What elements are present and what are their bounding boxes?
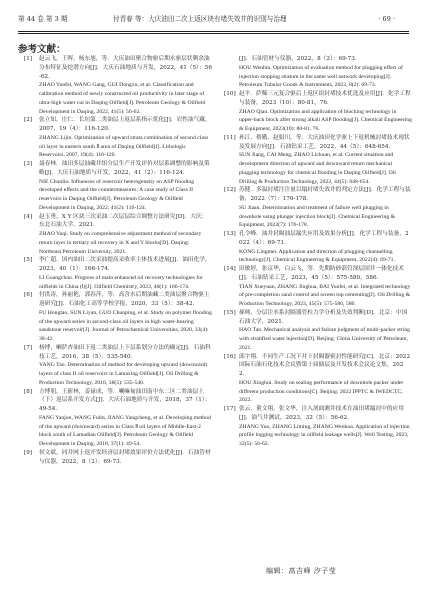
reference-english: FU Hongtao, SUN Liyan, GUO Chunping, et al. Study on polymer flooding of the upward series in second-class oil layers in high water-bearing sandstone reservoir[J]. Journal of Petrochemical Universities, 2020, 33(4): 38-42. [39, 309, 212, 342]
reference-english: ZHAO Yuqi. Study on comprehensive adjustment method of secondary return layer in tertiary oil recovery in X and Y blocks[D]. Daqing: Northeast Petroleum University, 2021. [39, 231, 202, 255]
reference-body [39, 449, 212, 467]
reference-english: NIE Chunlin. Influences of reservoir heterogeneity on ASP flooding developed effects and the countermeasures: A case study of Class II reservoirs in Daqing Oilfield[J]. Petroleum Geology & Oilfield Development in Daqing, 2022, 41(2): 116-124. [39, 178, 195, 211]
reference-entry [224, 186, 412, 230]
page-number: · 69 · [378, 15, 395, 23]
reference-number: [14] [224, 266, 236, 272]
reference-number: [3] [24, 161, 33, 167]
reference-entry [24, 116, 212, 160]
reference-entry [24, 55, 212, 116]
reference-chinese: 邱宇翔．不同生产工况下井下封隔器密封性能研究[C]．北京：2022国际石油石化技术会议暨第十届储层及开发技术会议论文集，2022． [239, 353, 411, 377]
reference-body [239, 55, 412, 90]
reference-entry [24, 213, 212, 257]
references-heading: 参考文献： [18, 44, 66, 55]
reference-entry [24, 291, 212, 344]
reference-chinese: 杨博，喇萨杏油田下返二类油层上下层系划分方法的确定[J]．石油科技工艺，2016，38（5）：535-540． [39, 344, 211, 360]
reference-chinese: 赵平．萨稀三元复合驱后上返区块封堵技术优选及应用[J]．化学工程与装备，2023（10）：80-81，76． [239, 91, 411, 106]
reference-number: [9] [24, 449, 33, 456]
reference-entry [224, 309, 412, 353]
reference-body [39, 213, 212, 257]
reference-english: FANG Yanjun, WANG Fulin, JIANG Yangcheng, et al. Developing method of the upward (downward) series in Class Ⅱ oil layers of Middle-East-2 block south of Lamadian Oilfield[J]. Petroleum Geology & Oilfield Development in Daqing, 2018, 37(1): 49-54. [39, 414, 211, 447]
reference-number: [7] [24, 344, 33, 351]
reference-body [39, 256, 212, 291]
reference-english: ZHANG Lijin. Optimization of upward strata combination of second class oil layer in eastern south Ⅱ area of Daqing Oilfield[J]. Lithologic Reservoirs, 2007, 19(4): 116-120. [39, 134, 209, 159]
issue-label: 第 44 卷 第 3 期 [18, 15, 68, 23]
reference-body [239, 230, 412, 265]
reference-entry [224, 90, 412, 134]
reference-english: HOU Xinghui. Study on sealing performance of downhole packer under different production conditions[C]. Beijing: 2022 IPPTC & IWEDCTC, 2022. [239, 379, 404, 404]
reference-body [39, 388, 212, 449]
reference-number: [17] [224, 406, 236, 412]
reference-chinese: 田敏婷，张京华，白云飞，等．先期防砂箭管深层固井一体化技术[J]．石油钻采工艺，2023，45（5）：575-580，586． [239, 266, 404, 281]
reference-number: [15] [224, 309, 236, 316]
reference-number: [12] [224, 187, 236, 194]
reference-body [239, 309, 412, 353]
reference-entry [224, 265, 412, 309]
reference-english: ZHAO Yunfei, WANG Gang, GUI Dongxu, et al. Classification and calibration method of newly constructed oil productivity in later stage of ultra-high water cut in Daqing Oilfield[J]. Petroleum Geology & Oilfield Development in Daqing, 2022, 41(5): 56-62. [39, 82, 206, 115]
reference-english: HOU Wenbin. Optimization of evaluation method for plugging effect of injection stopping stratum in the same well network developing[J]. Petroleum Tubular Goods & Instruments, 2022, 8(2): 69-73. [239, 64, 403, 89]
reference-entry [224, 405, 412, 449]
reference-number: [11] [224, 134, 236, 141]
reference-english: SUN Jiang, CAI Meng, ZHAO Lichuan, et al. Current situation and development direction of upward and downward return mechanical plugging technology for chemical flooding in Daqing Oilfield[J]. Oil Drilling & Production Technology, 2022, 44(5): 648-654. [239, 152, 396, 185]
reference-chinese: 赵玉勇，X Y 区块三次采油二次层层综合调整方法研究[D]．大庆：东北石油大学，2021． [39, 213, 208, 229]
reference-entry [24, 449, 212, 467]
reference-body [239, 134, 412, 187]
reference-english: YANG Tao. Determination of method for developing upward (downward) layers of class II oil reservoirs in Lamaxing Oilfield[J]. Oil Drilling & Production Technology, 2016, 38(5): 535-540. [39, 362, 208, 386]
reference-chinese: [J]．石油管材与仪器，2022，8（2）：69-73． [239, 56, 361, 62]
reference-body [39, 116, 212, 160]
reference-chinese: 赵云飞，王晖，杨东旭，等．大庆油田聚合物驱后期水驱层状剩余油分布特征及挖潜方向[J]．大庆石油地质与开发，2022，41（5）：56-62． [39, 56, 212, 80]
reference-chinese: 孔令峰．油井封隔油层漏失应用及效果分析[J]．化学工程与装备，2022（4）：69-71． [239, 231, 409, 246]
reference-english: SU Jiaan. Determination and treatment of failure well plugging in downhole using plunger injection block[J]. Chemical Engineering & Equipment, 2022(7): 176-178. [239, 204, 396, 229]
reference-body [39, 160, 212, 213]
reference-chinese: 侯文斌，同井网上返开发经济层封堵效果评价方法优化[J]．石油管材与仪器，2022，8（2）：69-73． [39, 449, 211, 465]
reference-english: ZHANG Yun, ZHANG Liming, ZHANG Wenhua. Application of injection profile logging technology in oilfield leakage wells[J]. Well Testing, 2023, 32(5): 56-62. [239, 423, 410, 447]
reference-entry [24, 388, 212, 449]
reference-number: [13] [224, 231, 236, 237]
reference-number: [10] [224, 91, 236, 97]
header-rule-thick [18, 31, 409, 32]
editors-line: 编辑：高吉峰 汐子莹 [266, 567, 337, 575]
reference-english: LI Guangchao. Progress of main enhanced oil recovery technologies for oilfields in China (Ⅰ)[J]. Oilfield Chemistry, 2023, 40(1): 166-174. [39, 274, 203, 290]
reference-english: KONG Lingmei. Application and direction of plugging channelling technology[J]. Chemical Engineering & Equipment, 2022(4): 69-71. [239, 248, 395, 264]
reference-chinese: 李广超．国内油田二次采油提高采收率主体技术进展[J]．油田化学，2023，40（1）：166-174． [39, 257, 211, 272]
reference-body [239, 90, 412, 134]
references-left-column [24, 55, 212, 466]
reference-number: [6] [24, 292, 33, 299]
reference-entry [224, 230, 412, 265]
header-rule-thin [18, 33, 409, 34]
reference-number: [4] [24, 213, 33, 220]
reference-chinese: 付洪涛，孙丽艳，郭春萍，等．高含水后期油藏二类油层聚合物驱上返研究[J]．石油化工高等学校学报，2020，33（5）：38-42． [39, 292, 210, 307]
reference-chinese: 聂春林．油田多层油藏井组分层生产开发评价对层系调整的影响及策略[J]．大庆石油地质与开发，2022，41（2）：116-124． [39, 161, 210, 176]
reference-entry [224, 55, 412, 90]
running-title: 付青春 等：大庆油田二次上返区块有堵失效井的识别与治理 [113, 15, 287, 23]
reference-body [39, 344, 212, 388]
reference-entry [24, 344, 212, 388]
reference-body [239, 265, 412, 309]
reference-number: [8] [24, 388, 33, 395]
reference-body [239, 353, 412, 406]
running-header [18, 12, 409, 28]
reference-chinese: 方博朋，王新林，姜禄成，等．喇嘛甸油田南中东二区二类油层上（下）返层系开发方式[J]．大庆石油地质与开发，2018，37（1）：49-54． [39, 388, 211, 412]
reference-english: TIAN Xueyuan, ZHANG Jinghua, BAI Yunfei, et al. Integrated technology of pre-completion sand control and screen top cementing[J]. Oil Drilling & Production Technology, 2023, 45(5): 575-580, 586. [239, 283, 411, 307]
reference-english: ZHAO Qian. Optimization and application of blocking technology in upper-back block after strong alkali ASP flooding[J]. Chemical Engineering & Equipment, 2023(10): 80-81, 76. [239, 108, 412, 132]
reference-entry [224, 134, 412, 187]
reference-chinese: 张立知，庄仁．长垣第二类油层上返层系指示优化[J]．岩性油气藏，2007，19（4）：116-120． [39, 117, 211, 132]
reference-entry [224, 353, 412, 406]
reference-number: [1] [24, 56, 33, 62]
reference-body [239, 405, 412, 449]
reference-entry [24, 256, 212, 291]
references-right-column [224, 55, 412, 449]
reference-entry [24, 160, 212, 213]
reference-body [239, 186, 412, 230]
reference-number: [5] [24, 257, 33, 264]
reference-english: HAO Tan. Mechanical analysis and failure judgment of multi-packer string with stratified water injection[D]. Beijing: China University of Petroleum, 2021. [239, 327, 411, 351]
reference-body [39, 291, 212, 344]
reference-number: [2] [24, 117, 33, 124]
reference-chinese: 苏健．多温封堵注注量以塌封堵失效井的判定方法[J]．化学工程与装备，2022（7）：176-178． [239, 187, 411, 202]
reference-chinese: 郝帅，分层注水系封隔器管柱力学分析及失效判断[D]．北京：中国石油大学，2021． [239, 309, 408, 325]
reference-chinese: 孙江，蔡勤，赵娟川，等．大庆油田化学驱上下返机械封堵技术现状及发展方向[J]．石油钻采工艺，2022，44（5）：648-654． [239, 134, 410, 150]
reference-body [39, 55, 212, 116]
reference-number: [16] [224, 353, 236, 360]
reference-chinese: 张云，董文翔，张文华，注入剖面测井技术在油田堵漏封中的应用[J]．油气井测试，2023，32（5）：56-62． [239, 406, 404, 421]
